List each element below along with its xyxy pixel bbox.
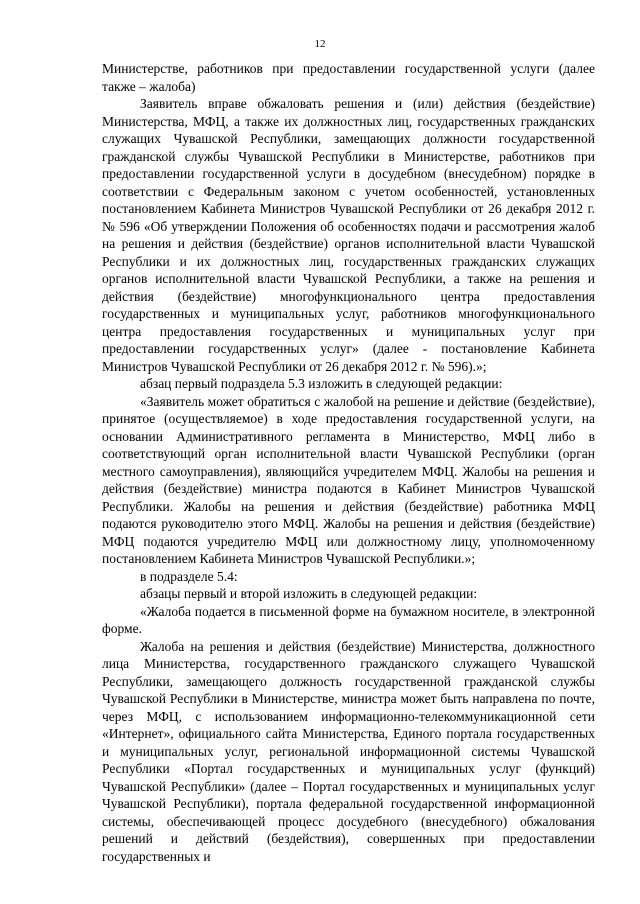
paragraph-complaint-form: «Жалоба подается в письменной форме на бумажном носителе, в электронной форме. [102,603,595,636]
paragraph-instruction-5-4: абзацы первый и второй изложить в следующей редакции: [140,586,478,601]
paragraph-continuation: Министерстве, работников при предоставлении государственной услуги (далее также – жалоба) [102,61,595,94]
paragraph-subsection-5-4: в подразделе 5.4: [140,568,238,584]
document-body [102,60,595,865]
page-number: 12 [314,38,326,50]
paragraph-appeal-right: Заявитель вправе обжаловать решения и (или) действия (бездействие) Министерства, МФЦ, а также их должностных лиц, государственных гражданских служащих Чувашской Республики, замещающих должности государственной гражданской службы Чувашской Республики в Министерстве, работников при предоставлении государственной услуги в досудебном (внесудебном) порядке в соответствии с Федеральным законом с учетом особенностей, установленных постановлением Кабинета Министров Чувашской Республики от 26 декабря 2012 г. № 596 «Об утверждении Положения об особенностях подачи и рассмотрения жалоб на решения и действия (бездействие) органов исполнительной власти Чувашской Республики и их должностных лиц, государственных гражданских служащих органов исполнительной власти Чувашской Республики, а также на решения и действия (бездействие) многофункционального центра предоставления государственных и муниципальных услуг, работников многофункционального центра предоставления государственных и муниципальных услуг при предоставлении государственных услуг» (далее - постановление Кабинета Министров Чувашской Республики от 26 декабря 2012 г. № 596).»; [102,96,595,374]
paragraph-complaint-submission: «Заявитель может обратиться с жалобой на решение и действие (бездействие), принятое (осуществляемое) в ходе предоставления государственной услуги, на основании Административного регламента в Министерство, МФЦ либо в соответствующий орган исполнительной власти Чувашской Республики (орган местного самоуправления), являющийся учредителем МФЦ. Жалобы на решения и действия (бездействие) министра подаются в Кабинет Министров Чувашской Республики. Жалобы на решения и действия (бездействие) работника МФЦ подаются руководителю этого МФЦ. Жалобы на решения и действия (бездействие) МФЦ подаются учредителю МФЦ или должностному лицу, уполномоченному постановлением Кабинета Министров Чувашской Республики.»; [102,393,595,566]
paragraph-complaint-channels: Жалоба на решения и действия (бездействие) Министерства, должностного лица Министерства, государственного гражданского служащего Чувашской Республики, замещающего должность государственной гражданской службы Чувашской Республики в Министерстве, министра может быть направлена по почте, через МФЦ, с использованием информационно-телекоммуникационной сети «Интернет», официального сайта Министерства, Единого портала государственных и муниципальных услуг, региональной информационной системы Чувашской Республики «Портал государственных и муниципальных услуг (функций) Чувашской Республики» (далее – Портал государственных и муниципальных услуг Чувашской Республики), портала федеральной государственной информационной системы, обеспечивающей процесс досудебного (внесудебного) обжалования решений и действий (бездействия), совершенных при предоставлении государственных и [102,638,595,864]
paragraph-instruction-5-3: абзац первый подраздела 5.3 изложить в следующей редакции: [140,376,503,391]
